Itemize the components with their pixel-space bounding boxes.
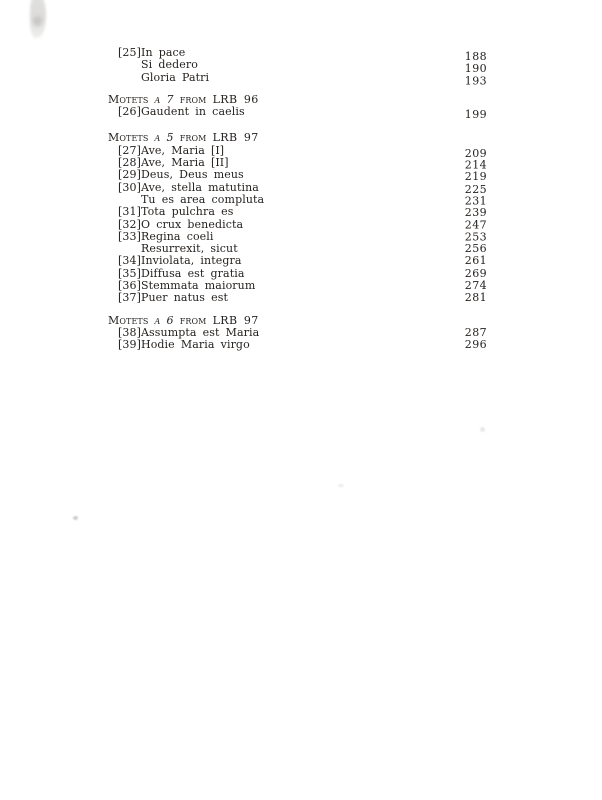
toc-entry-row <box>108 292 487 304</box>
item-page-number: 190 <box>464 62 487 76</box>
item-page-number: 214 <box>464 158 487 172</box>
scan-speck <box>480 427 485 432</box>
item-page-number: 209 <box>464 146 487 160</box>
item-page-number: 253 <box>464 230 487 244</box>
item-page-number: 231 <box>464 194 487 208</box>
item-number: [28] <box>118 156 141 170</box>
heading-voice-count: a 6 <box>154 313 174 327</box>
item-number: [26] <box>118 105 141 119</box>
item-title: Regina coeli <box>141 229 214 243</box>
item-number: [33] <box>118 229 141 243</box>
item-title: Resurrexit, sicut <box>141 242 238 256</box>
item-title: In pace <box>141 46 186 59</box>
item-page-number: 247 <box>464 218 487 232</box>
item-title: O crux benedicta <box>141 217 244 231</box>
item-page-number: 274 <box>464 279 487 293</box>
item-title: Gaudent in caelis <box>141 105 245 119</box>
table-of-contents <box>108 47 487 352</box>
item-title: Diffusa est gratia <box>141 266 245 280</box>
item-title: Ave, Maria [I] <box>141 143 225 157</box>
item-title: Assumpta est Maria <box>141 325 260 339</box>
item-page-number: 219 <box>464 170 487 184</box>
toc-entry-row <box>108 255 487 267</box>
heading-voice-count: a 7 <box>154 92 174 106</box>
item-number: [36] <box>118 279 141 293</box>
item-number: [35] <box>118 266 141 280</box>
item-title: Deus, Deus meus <box>141 168 244 182</box>
item-page-number: 281 <box>464 291 487 305</box>
item-page-number: 188 <box>464 50 487 64</box>
heading-group-word: Motets <box>108 92 149 106</box>
toc-entry-row <box>108 105 487 122</box>
toc-entry-row <box>108 219 487 231</box>
item-title: Inviolata, integra <box>141 254 242 268</box>
scan-speck <box>338 484 344 487</box>
item-title: Stemmata maiorum <box>141 279 256 293</box>
item-title: Tu es area compluta <box>141 192 265 206</box>
item-title: Tota pulchra es <box>141 205 234 219</box>
heading-source-label: LRB 97 <box>212 131 259 145</box>
item-number: [29] <box>118 168 141 182</box>
item-number: [38] <box>118 325 141 339</box>
item-page-number: 225 <box>464 182 487 196</box>
toc-entry-row <box>108 206 487 218</box>
item-title: Si dedero <box>141 58 198 72</box>
item-page-number: 199 <box>464 108 487 122</box>
heading-connector-word: from <box>179 92 207 106</box>
heading-connector-word: from <box>179 313 207 327</box>
item-page-number: 256 <box>464 242 487 256</box>
toc-subentry-row <box>108 70 487 88</box>
item-page-number: 296 <box>464 338 487 352</box>
item-page-number: 261 <box>464 254 487 268</box>
item-number: [25] <box>118 46 141 59</box>
heading-connector-word: from <box>179 131 207 145</box>
item-number: [32] <box>118 217 141 231</box>
item-title: Puer natus est <box>141 291 229 305</box>
heading-group-word: Motets <box>108 313 149 327</box>
item-title: Gloria Patri <box>141 70 210 84</box>
scan-smudge-spot <box>33 16 42 26</box>
heading-group-word: Motets <box>108 131 149 145</box>
item-page-number: 287 <box>464 325 487 339</box>
heading-voice-count: a 5 <box>154 131 174 145</box>
item-number: [31] <box>118 205 141 219</box>
toc-entry-row <box>108 168 487 184</box>
item-number: [34] <box>118 254 141 268</box>
item-page-number: 239 <box>464 206 487 220</box>
item-page-number: 193 <box>464 74 487 88</box>
section-heading <box>108 132 487 144</box>
item-number: [37] <box>118 291 141 305</box>
toc-entry-row <box>108 339 487 351</box>
item-title: Ave, stella matutina <box>141 180 259 194</box>
scan-speck <box>73 516 78 520</box>
item-number: [39] <box>118 338 141 352</box>
heading-source-label: LRB 96 <box>212 92 259 106</box>
item-number: [27] <box>118 143 141 157</box>
item-page-number: 269 <box>464 266 487 280</box>
heading-source-label: LRB 97 <box>212 313 259 327</box>
item-title: Ave, Maria [II] <box>141 156 229 170</box>
item-number: [30] <box>118 180 141 194</box>
item-title: Hodie Maria virgo <box>141 338 250 352</box>
toc-subentry-row <box>108 58 487 76</box>
